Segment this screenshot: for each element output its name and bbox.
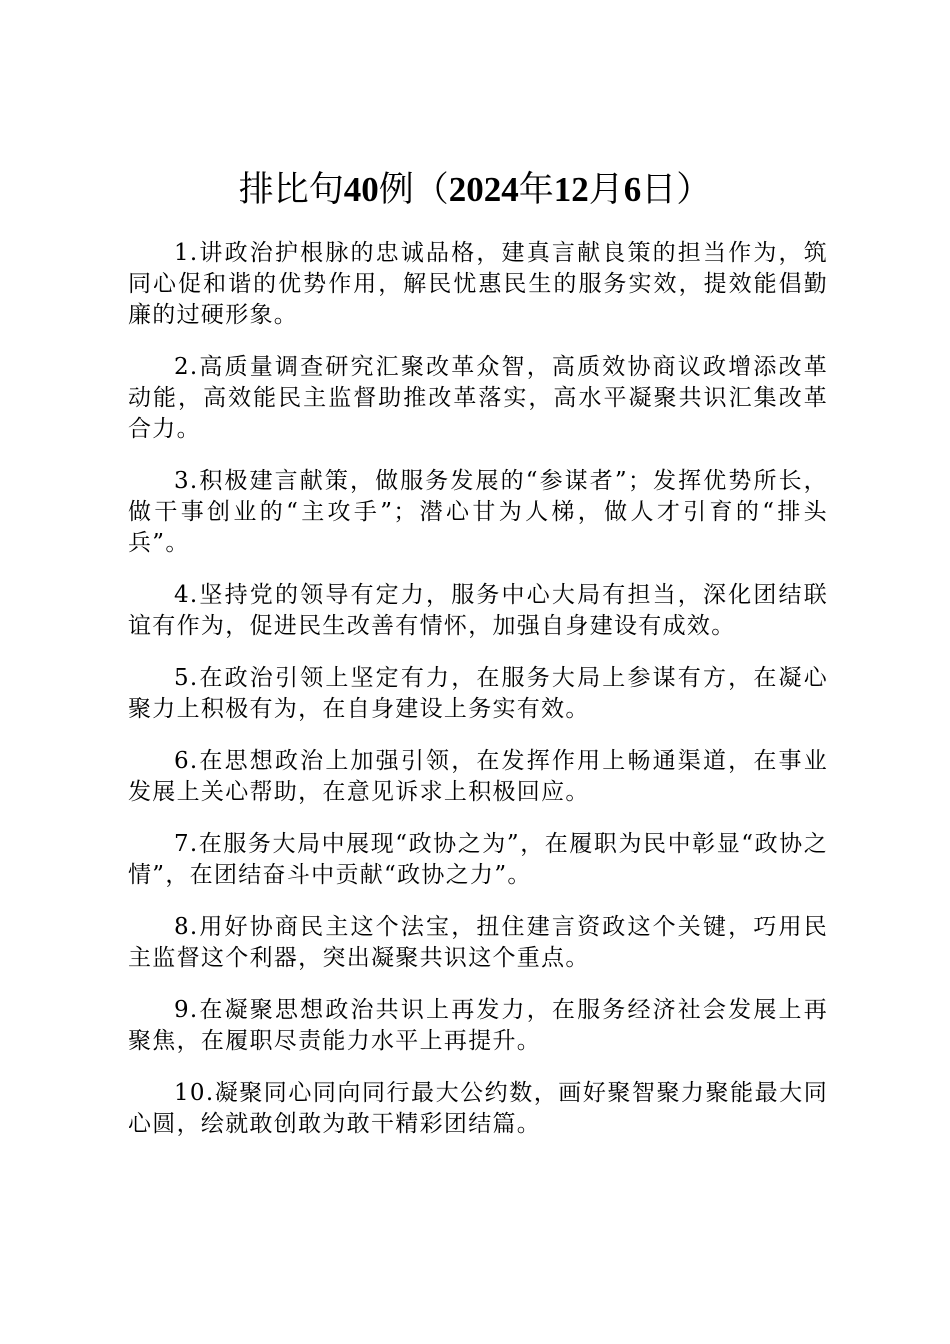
list-item: 4.坚持党的领导有定力，服务中心大局有担当，深化团结联谊有作为，促进民生改善有情怀，加强自身建设有成效。 (128, 582, 828, 639)
list-item: 3.积极建言献策，做服务发展的“参谋者”；发挥优势所长，做干事创业的“主攻手”；潜心甘为人梯，做人才引育的“排头兵”。 (128, 468, 828, 556)
list-item: 1.讲政治护根脉的忠诚品格，建真言献良策的担当作为，筑同心促和谐的优势作用，解民忧惠民生的服务实效，提效能倡勤廉的过硬形象。 (128, 240, 828, 328)
list-item: 5.在政治引领上坚定有力，在服务大局上参谋有方，在凝心聚力上积极有为，在自身建设上务实有效。 (128, 665, 828, 722)
sentence-list (128, 238, 828, 1161)
title-text-1: 排比句 (238, 170, 344, 210)
title-text-4: 月 (588, 170, 624, 210)
title-text-3: 年 (518, 170, 554, 210)
list-item: 8.用好协商民主这个法宝，扭住建言资政这个关键，巧用民主监督这个利器，突出凝聚共识这个重点。 (128, 914, 828, 971)
list-item: 10.凝聚同心同向同行最大公约数，画好聚智聚力聚能最大同心圆，绘就敢创敢为敢干精彩团结篇。 (128, 1080, 828, 1137)
title-text-5: 日） (641, 170, 712, 210)
list-item: 2.高质量调查研究汇聚改革众智，高质效协商议政增添改革动能，高效能民主监督助推改革落实，高水平凝聚共识汇集改革合力。 (128, 354, 828, 442)
list-item: 6.在思想政治上加强引领，在发挥作用上畅通渠道，在事业发展上关心帮助，在意见诉求上积极回应。 (128, 748, 828, 805)
title-text-2: 例（ (378, 170, 449, 210)
document-title (0, 166, 950, 214)
list-item: 7.在服务大局中展现“政协之为”，在履职为民中彰显“政协之情”，在团结奋斗中贡献“政协之力”。 (128, 831, 828, 888)
title-count: 40 (343, 170, 379, 209)
title-month: 12 (553, 170, 589, 209)
list-item: 9.在凝聚思想政治共识上再发力，在服务经济社会发展上再聚焦，在履职尽责能力水平上再提升。 (128, 997, 828, 1054)
title-day: 6 (623, 170, 642, 209)
title-year: 2024 (448, 170, 519, 209)
